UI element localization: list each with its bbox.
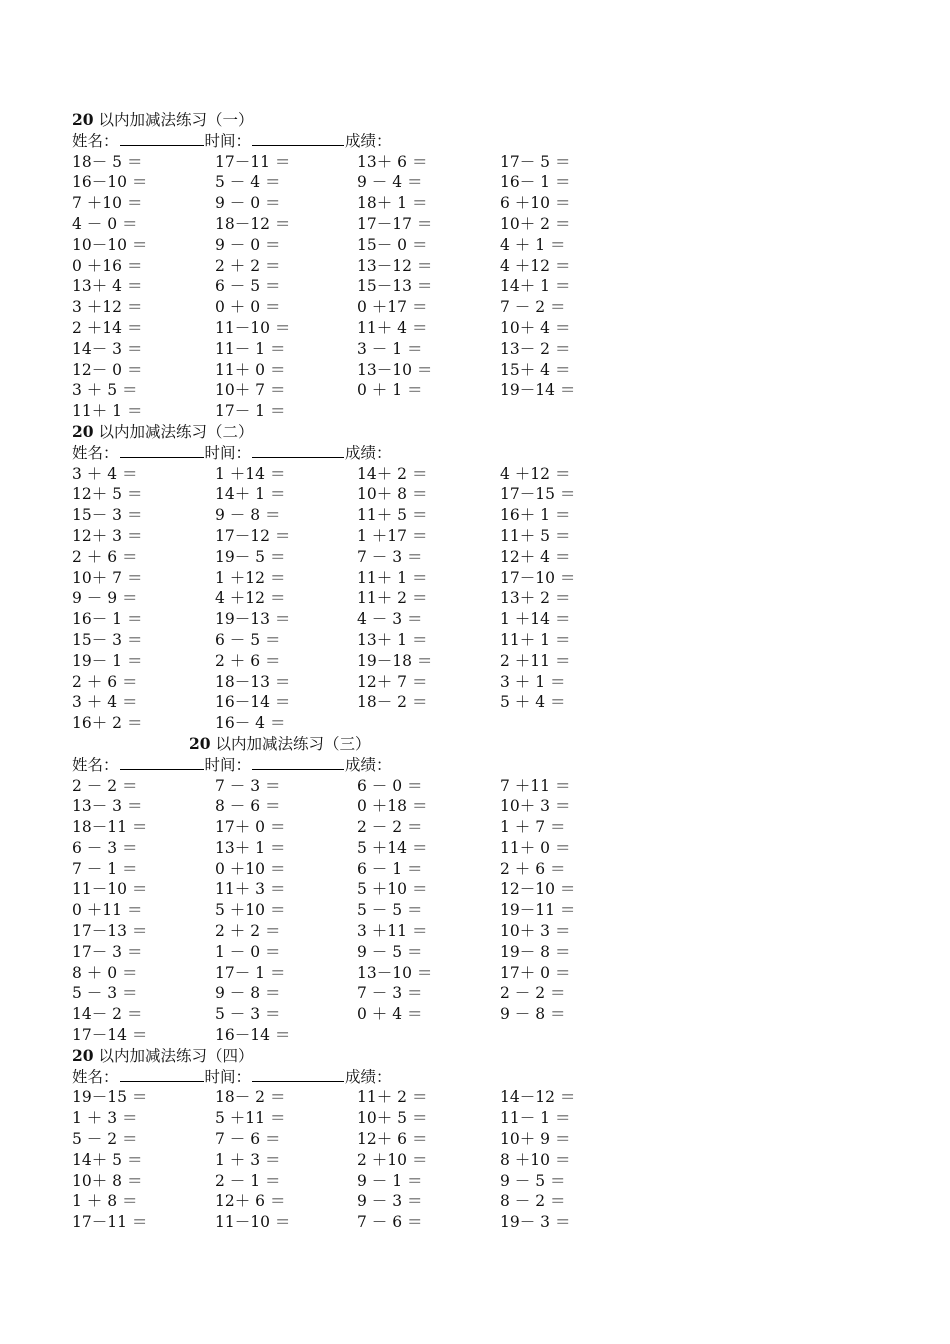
problem-row	[72, 380, 632, 401]
problem-cell: 18－12 ＝	[215, 214, 291, 233]
problem-cell: 9 － 9 ＝	[72, 589, 138, 608]
problem-cell: 2 ＋11 ＝	[500, 651, 571, 670]
problem-row	[72, 796, 632, 817]
problem-cell: 9 － 0 ＝	[215, 235, 281, 254]
section-title	[72, 1046, 632, 1067]
problem-cell: 5 ＋14 ＝	[357, 838, 428, 857]
problem-cell: 2 ＋ 2 ＝	[215, 922, 281, 941]
problem-cell: 1 ＋14 ＝	[500, 610, 571, 629]
problem-cell: 11－ 1 ＝	[500, 1109, 571, 1128]
problem-cell: 2 － 1 ＝	[215, 1171, 281, 1190]
problem-cell: 11－10 ＝	[72, 880, 148, 899]
problem-cell: 5 ＋11 ＝	[215, 1109, 286, 1128]
problem-cell: 6 － 1 ＝	[357, 859, 423, 878]
problem-cell: 5 － 3 ＝	[72, 984, 138, 1003]
problem-row	[72, 464, 632, 485]
problem-cell: 9 － 1 ＝	[357, 1171, 423, 1190]
problem-cell: 14＋ 5 ＝	[72, 1150, 143, 1169]
problem-cell: 10＋ 8 ＝	[72, 1171, 143, 1190]
problem-cell: 14－12 ＝	[500, 1088, 576, 1107]
problem-cell: 10＋ 5 ＝	[357, 1109, 428, 1128]
problem-cell: 8 － 6 ＝	[215, 797, 281, 816]
problem-row	[72, 297, 632, 318]
problem-cell: 17－ 1 ＝	[215, 963, 286, 982]
problem-cell: 19－11 ＝	[500, 901, 576, 920]
problem-cell: 19－ 5 ＝	[215, 547, 286, 566]
exercise-section	[72, 422, 632, 734]
problem-row	[72, 921, 632, 942]
problem-cell: 12＋ 6 ＝	[215, 1192, 286, 1211]
problem-cell: 17－17 ＝	[357, 214, 433, 233]
problem-cell: 19－ 1 ＝	[72, 651, 143, 670]
exercise-section	[72, 734, 632, 1046]
problem-row	[72, 193, 632, 214]
problem-cell: 3 ＋ 5 ＝	[72, 381, 138, 400]
problem-cell: 4 ＋12 ＝	[500, 464, 571, 483]
problem-row	[72, 776, 632, 797]
problem-cell: 0 ＋16 ＝	[72, 256, 143, 275]
problem-cell: 17－14 ＝	[72, 1026, 148, 1045]
problem-cell: 11＋ 3 ＝	[215, 880, 286, 899]
exercise-section	[72, 110, 632, 422]
problem-cell: 17－10 ＝	[500, 568, 576, 587]
problem-cell: 7 － 3 ＝	[357, 984, 423, 1003]
problem-cell: 11＋ 1 ＝	[500, 630, 571, 649]
problem-cell: 11－10 ＝	[215, 318, 291, 337]
section-title-text: 以内加减法练习（四）	[98, 1046, 254, 1065]
problem-cell: 4 ＋ 1 ＝	[500, 235, 566, 254]
problem-cell: 8 ＋10 ＝	[500, 1150, 571, 1169]
problem-cell: 13＋ 6 ＝	[357, 152, 428, 171]
section-title-number: 20	[72, 421, 94, 441]
problem-cell: 10－10 ＝	[72, 235, 148, 254]
problem-row	[72, 1171, 632, 1192]
problem-cell: 6 － 5 ＝	[215, 277, 281, 296]
problem-row	[72, 1004, 632, 1025]
problem-cell: 10＋ 2 ＝	[500, 214, 571, 233]
problem-row	[72, 1191, 632, 1212]
section-title	[72, 422, 632, 443]
problem-cell: 0 ＋10 ＝	[215, 859, 286, 878]
problem-cell: 2 ＋ 2 ＝	[215, 256, 281, 275]
problem-cell: 16－14 ＝	[215, 693, 291, 712]
problem-cell: 18－ 2 ＝	[357, 693, 428, 712]
problem-cell: 2 ＋ 6 ＝	[215, 651, 281, 670]
score-label: 成绩：	[345, 755, 392, 774]
problem-cell: 2 － 2 ＝	[72, 776, 138, 795]
problem-cell: 11＋ 1 ＝	[357, 568, 428, 587]
problem-cell: 16－ 1 ＝	[500, 173, 571, 192]
problem-row	[72, 172, 632, 193]
problem-cell: 1 ＋ 3 ＝	[215, 1150, 281, 1169]
problem-row	[72, 547, 632, 568]
time-label: 时间：	[204, 443, 252, 462]
problem-cell: 5 － 3 ＝	[215, 1005, 281, 1024]
problem-cell: 5 ＋ 4 ＝	[500, 693, 566, 712]
problem-cell: 18－ 2 ＝	[215, 1088, 286, 1107]
worksheet-document	[72, 110, 632, 1233]
problem-cell: 17－11 ＝	[72, 1213, 148, 1232]
problem-cell: 14＋ 2 ＝	[357, 464, 428, 483]
problem-cell: 12＋ 5 ＝	[72, 485, 143, 504]
problem-cell: 3 ＋12 ＝	[72, 298, 143, 317]
problem-cell: 9 － 0 ＝	[215, 194, 281, 213]
problem-row	[72, 713, 632, 734]
problem-row	[72, 900, 632, 921]
problem-cell: 17－ 5 ＝	[500, 152, 571, 171]
problem-cell: 9 － 8 ＝	[215, 506, 281, 525]
problem-cell: 2 ＋ 6 ＝	[72, 547, 138, 566]
problem-cell: 17－11 ＝	[215, 152, 291, 171]
problem-cell: 0 ＋ 4 ＝	[357, 1005, 423, 1024]
problem-cell: 11＋ 1 ＝	[72, 402, 143, 421]
problem-cell: 13＋ 1 ＝	[215, 838, 286, 857]
problem-cell: 11＋ 0 ＝	[500, 838, 571, 857]
problem-cell: 3 － 1 ＝	[357, 339, 423, 358]
problem-row	[72, 401, 632, 422]
problem-cell: 15－ 0 ＝	[357, 235, 428, 254]
problem-row	[72, 630, 632, 651]
problem-cell: 7 － 6 ＝	[357, 1213, 423, 1232]
problem-row	[72, 859, 632, 880]
problem-row	[72, 1150, 632, 1171]
problem-row	[72, 1129, 632, 1150]
time-blank[interactable]	[252, 443, 344, 458]
problem-cell: 7 － 3 ＝	[357, 547, 423, 566]
problem-cell: 11＋ 2 ＝	[357, 589, 428, 608]
name-blank[interactable]	[120, 755, 204, 770]
problem-row	[72, 609, 632, 630]
problem-cell: 0 ＋18 ＝	[357, 797, 428, 816]
problem-row	[72, 214, 632, 235]
problem-cell: 13－ 2 ＝	[500, 339, 571, 358]
problem-cell: 2 － 2 ＝	[500, 984, 566, 1003]
problem-cell: 0 ＋ 0 ＝	[215, 298, 281, 317]
problem-cell: 7 ＋11 ＝	[500, 776, 571, 795]
problem-cell: 19－ 3 ＝	[500, 1213, 571, 1232]
problem-cell: 5 － 2 ＝	[72, 1130, 138, 1149]
problem-cell: 3 ＋ 4 ＝	[72, 464, 138, 483]
problem-cell: 18＋ 1 ＝	[357, 194, 428, 213]
problem-cell: 17－12 ＝	[215, 526, 291, 545]
problem-cell: 17＋ 0 ＝	[215, 818, 286, 837]
problem-cell: 9 － 4 ＝	[357, 173, 423, 192]
time-blank[interactable]	[252, 131, 344, 146]
name-blank[interactable]	[120, 131, 204, 146]
problem-cell: 9 － 5 ＝	[500, 1171, 566, 1190]
problem-row	[72, 256, 632, 277]
problem-cell: 16＋ 2 ＝	[72, 714, 143, 733]
problem-cell: 17－15 ＝	[500, 485, 576, 504]
problem-cell: 12＋ 3 ＝	[72, 526, 143, 545]
problem-cell: 3 ＋ 1 ＝	[500, 672, 566, 691]
name-label: 姓名：	[72, 443, 119, 462]
problem-cell: 17－13 ＝	[72, 922, 148, 941]
problem-cell: 16－ 4 ＝	[215, 714, 286, 733]
problem-row	[72, 879, 632, 900]
problem-row	[72, 588, 632, 609]
problem-row	[72, 276, 632, 297]
problem-cell: 12＋ 4 ＝	[500, 547, 571, 566]
problem-cell: 4 ＋12 ＝	[215, 589, 286, 608]
problem-cell: 15－ 3 ＝	[72, 506, 143, 525]
problem-cell: 18－ 5 ＝	[72, 152, 143, 171]
time-label: 时间：	[204, 755, 252, 774]
problem-cell: 9 － 3 ＝	[357, 1192, 423, 1211]
problem-cell: 2 ＋ 6 ＝	[500, 859, 566, 878]
problem-cell: 6 － 0 ＝	[357, 776, 423, 795]
problem-cell: 11＋ 0 ＝	[215, 360, 286, 379]
problem-cell: 17＋ 0 ＝	[500, 963, 571, 982]
problem-row	[72, 963, 632, 984]
problem-cell: 4 － 3 ＝	[357, 610, 423, 629]
student-info-row	[72, 755, 632, 776]
problem-cell: 7 － 3 ＝	[215, 776, 281, 795]
problem-cell: 10＋ 9 ＝	[500, 1130, 571, 1149]
problem-cell: 5 － 4 ＝	[215, 173, 281, 192]
problem-row	[72, 318, 632, 339]
problem-cell: 12＋ 7 ＝	[357, 672, 428, 691]
problem-row	[72, 568, 632, 589]
score-label: 成绩：	[345, 1067, 392, 1086]
problem-cell: 13－10 ＝	[357, 360, 433, 379]
problem-cell: 2 ＋ 6 ＝	[72, 672, 138, 691]
problem-cell: 5 － 5 ＝	[357, 901, 423, 920]
exercise-section	[72, 1046, 632, 1233]
problem-row	[72, 672, 632, 693]
problem-cell: 19－ 8 ＝	[500, 942, 571, 961]
problem-row	[72, 235, 632, 256]
problem-cell: 19－18 ＝	[357, 651, 433, 670]
problem-cell: 11＋ 5 ＝	[500, 526, 571, 545]
problem-cell: 10＋ 7 ＝	[215, 381, 286, 400]
problem-cell: 1 ＋ 3 ＝	[72, 1109, 138, 1128]
problem-cell: 17－ 3 ＝	[72, 942, 143, 961]
section-title	[72, 734, 632, 755]
problem-cell: 6 － 5 ＝	[215, 630, 281, 649]
problem-cell: 1 ＋14 ＝	[215, 464, 286, 483]
problem-cell: 15＋ 4 ＝	[500, 360, 571, 379]
problem-cell: 11－10 ＝	[215, 1213, 291, 1232]
section-title-text: 以内加减法练习（二）	[98, 422, 254, 441]
problem-cell: 13＋ 4 ＝	[72, 277, 143, 296]
problem-row	[72, 1108, 632, 1129]
problem-cell: 2 ＋10 ＝	[357, 1150, 428, 1169]
problem-cell: 13＋ 2 ＝	[500, 589, 571, 608]
name-label: 姓名：	[72, 131, 119, 150]
problem-cell: 1 ＋ 7 ＝	[500, 818, 566, 837]
section-title-text: 以内加减法练习（三）	[215, 734, 371, 753]
problem-cell: 17－ 1 ＝	[215, 402, 286, 421]
problem-cell: 11－ 1 ＝	[215, 339, 286, 358]
problem-cell: 11＋ 5 ＝	[357, 506, 428, 525]
problem-cell: 1 － 0 ＝	[215, 942, 281, 961]
problem-row	[72, 838, 632, 859]
problem-cell: 7 － 2 ＝	[500, 298, 566, 317]
problem-cell: 1 ＋12 ＝	[215, 568, 286, 587]
problem-cell: 2 ＋14 ＝	[72, 318, 143, 337]
problem-cell: 6 ＋10 ＝	[500, 194, 571, 213]
problem-cell: 12＋ 6 ＝	[357, 1130, 428, 1149]
time-label: 时间：	[204, 131, 252, 150]
problem-cell: 9 － 8 ＝	[215, 984, 281, 1003]
problem-cell: 0 ＋ 1 ＝	[357, 381, 423, 400]
problem-cell: 10＋ 7 ＝	[72, 568, 143, 587]
problem-cell: 13－10 ＝	[357, 963, 433, 982]
score-label: 成绩：	[345, 131, 392, 150]
problem-cell: 1 ＋ 8 ＝	[72, 1192, 138, 1211]
problem-cell: 13－12 ＝	[357, 256, 433, 275]
section-title-text: 以内加减法练习（一）	[98, 111, 254, 129]
problem-cell: 5 ＋10 ＝	[357, 880, 428, 899]
problem-row	[72, 339, 632, 360]
name-blank[interactable]	[120, 1067, 204, 1082]
problem-row	[72, 1087, 632, 1108]
problem-cell: 14＋ 1 ＝	[500, 277, 571, 296]
time-label: 时间：	[204, 1067, 252, 1086]
problem-row	[72, 1025, 632, 1046]
problem-cell: 14＋ 1 ＝	[215, 485, 286, 504]
problem-cell: 10＋ 8 ＝	[357, 485, 428, 504]
problem-cell: 15－ 3 ＝	[72, 630, 143, 649]
section-title	[72, 110, 632, 131]
problem-row	[72, 817, 632, 838]
problem-cell: 19－15 ＝	[72, 1088, 148, 1107]
problem-cell: 8 － 2 ＝	[500, 1192, 566, 1211]
problem-row	[72, 360, 632, 381]
problem-row	[72, 526, 632, 547]
problem-cell: 8 ＋ 0 ＝	[72, 963, 138, 982]
problem-cell: 4 － 0 ＝	[72, 214, 138, 233]
problem-cell: 15－13 ＝	[357, 277, 433, 296]
problem-cell: 12－ 0 ＝	[72, 360, 143, 379]
problem-cell: 14－ 2 ＝	[72, 1005, 143, 1024]
problem-cell: 0 ＋17 ＝	[357, 298, 428, 317]
name-label: 姓名：	[72, 1067, 119, 1086]
problem-cell: 18－13 ＝	[215, 672, 291, 691]
problem-cell: 6 － 3 ＝	[72, 838, 138, 857]
problem-cell: 7 － 6 ＝	[215, 1130, 281, 1149]
student-info-row	[72, 1067, 632, 1088]
problem-row	[72, 983, 632, 1004]
problem-cell: 19－13 ＝	[215, 610, 291, 629]
section-title-number: 20	[72, 110, 94, 129]
problem-cell: 5 ＋10 ＝	[215, 901, 286, 920]
problem-row	[72, 692, 632, 713]
problem-cell: 16－ 1 ＝	[72, 610, 143, 629]
problem-cell: 3 ＋11 ＝	[357, 922, 428, 941]
problem-row	[72, 651, 632, 672]
problem-row	[72, 1212, 632, 1233]
problem-cell: 10＋ 3 ＝	[500, 922, 571, 941]
problem-cell: 13－ 3 ＝	[72, 797, 143, 816]
problem-cell: 7 － 1 ＝	[72, 859, 138, 878]
time-blank[interactable]	[252, 755, 344, 770]
problem-cell: 19－14 ＝	[500, 381, 576, 400]
problem-cell: 2 － 2 ＝	[357, 818, 423, 837]
student-info-row	[72, 443, 632, 464]
problem-row	[72, 942, 632, 963]
problem-row	[72, 484, 632, 505]
problem-cell: 14－ 3 ＝	[72, 339, 143, 358]
section-title-number: 20	[189, 733, 211, 753]
problem-cell: 16－14 ＝	[215, 1026, 291, 1045]
score-label: 成绩：	[345, 443, 392, 462]
problem-cell: 9 － 5 ＝	[357, 942, 423, 961]
problem-cell: 0 ＋11 ＝	[72, 901, 143, 920]
problem-cell: 11＋ 2 ＝	[357, 1088, 428, 1107]
problem-row	[72, 152, 632, 173]
time-blank[interactable]	[252, 1067, 344, 1082]
problem-cell: 1 ＋17 ＝	[357, 526, 428, 545]
problem-cell: 10＋ 3 ＝	[500, 797, 571, 816]
problem-cell: 13＋ 1 ＝	[357, 630, 428, 649]
problem-cell: 3 ＋ 4 ＝	[72, 693, 138, 712]
problem-cell: 9 － 8 ＝	[500, 1005, 566, 1024]
problem-cell: 16＋ 1 ＝	[500, 506, 571, 525]
name-label: 姓名：	[72, 755, 119, 774]
problem-row	[72, 505, 632, 526]
student-info-row	[72, 131, 632, 152]
problem-cell: 4 ＋12 ＝	[500, 256, 571, 275]
name-blank[interactable]	[120, 443, 204, 458]
problem-cell: 10＋ 4 ＝	[500, 318, 571, 337]
problem-cell: 11＋ 4 ＝	[357, 318, 428, 337]
problem-cell: 12－10 ＝	[500, 880, 576, 899]
problem-cell: 7 ＋10 ＝	[72, 194, 143, 213]
problem-cell: 16－10 ＝	[72, 173, 148, 192]
problem-cell: 18－11 ＝	[72, 818, 148, 837]
section-title-number: 20	[72, 1045, 94, 1065]
